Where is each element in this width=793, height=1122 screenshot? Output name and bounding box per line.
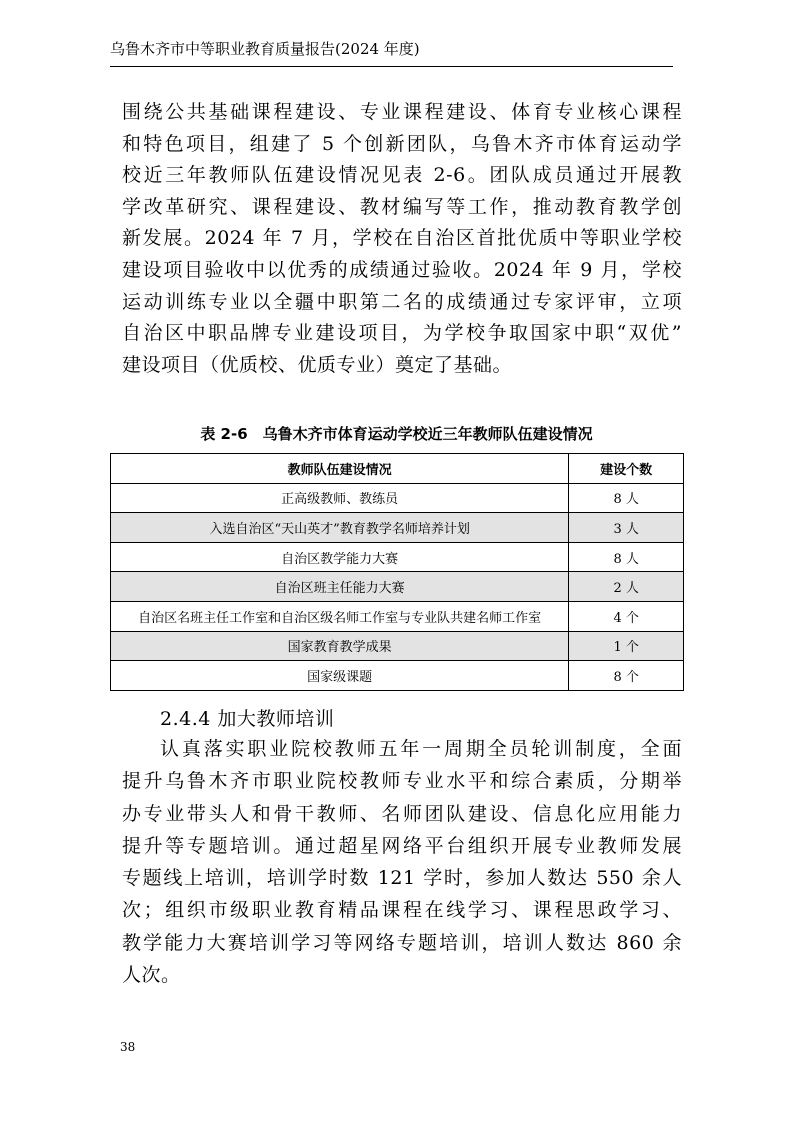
row-item: 自治区教学能力大赛 — [111, 542, 569, 572]
text-line: 自治区中职品牌专业建设项目，为学校争取国家中职“双优” — [122, 322, 682, 345]
teacher-team-table — [110, 453, 684, 691]
table-row — [111, 513, 684, 543]
table-row — [111, 631, 684, 661]
row-item: 正高级教师、教练员 — [111, 483, 569, 513]
text-line: 提升等专题培训。通过超星网络平台组织开展专业教师发展 — [122, 834, 682, 857]
row-count: 3 人 — [569, 513, 684, 543]
table-row — [111, 572, 684, 602]
row-item: 国家级课题 — [111, 661, 569, 691]
text-line: 建设项目（优质校、优质专业）奠定了基础。 — [122, 353, 513, 376]
table-row — [111, 661, 684, 691]
row-count: 8 人 — [569, 542, 684, 572]
page-number: 38 — [120, 1040, 136, 1054]
text-line: 人次。 — [122, 964, 181, 987]
page-header — [110, 36, 673, 67]
text-line: 学改革研究、课程建设、教材编写等工作，推动教育教学创 — [122, 195, 682, 218]
table-header-row — [111, 454, 684, 484]
table-row — [111, 542, 684, 572]
row-item: 国家教育教学成果 — [111, 631, 569, 661]
column-header-item: 教师队伍建设情况 — [111, 454, 569, 484]
row-count: 8 个 — [569, 661, 684, 691]
row-item: 自治区名班主任工作室和自治区级名师工作室与专业队共建名师工作室 — [111, 601, 569, 631]
text-line: 建设项目验收中以优秀的成绩通过验收。2024 年 9 月，学校 — [122, 258, 682, 281]
paragraph-teacher-training — [122, 733, 682, 991]
section-heading: 2.4.4 加大教师培训 — [160, 708, 335, 730]
row-item: 自治区班主任能力大赛 — [111, 572, 569, 602]
text-line: 和特色项目，组建了 5 个创新团队，乌鲁木齐市体育运动学 — [122, 132, 682, 155]
text-line: 次；组织市级职业教育精品课程在线学习、课程思政学习、 — [122, 899, 682, 922]
row-count: 1 个 — [569, 631, 684, 661]
row-count: 8 人 — [569, 483, 684, 513]
row-count: 4 个 — [569, 601, 684, 631]
paragraph-team-building — [122, 97, 682, 381]
text-line: 提升乌鲁木齐市职业院校教师专业水平和综合素质，分期举 — [122, 770, 682, 793]
text-line: 办专业带头人和骨干教师、名师团队建设、信息化应用能力 — [122, 802, 682, 825]
column-header-count: 建设个数 — [569, 454, 684, 484]
table-row — [111, 601, 684, 631]
row-count: 2 人 — [569, 572, 684, 602]
text-line: 认真落实职业院校教师五年一周期全员轮训制度，全面 — [160, 738, 682, 760]
text-line: 专题线上培训，培训学时数 121 学时，参加人数达 550 余人 — [122, 867, 682, 890]
table-caption: 表 2-6 乌鲁木齐市体育运动学校近三年教师队伍建设情况 — [200, 425, 593, 443]
text-line: 校近三年教师队伍建设情况见表 2-6。团队成员通过开展教 — [122, 164, 682, 187]
text-line: 教学能力大赛培训学习等网络专题培训，培训人数达 860 余 — [122, 931, 682, 954]
text-line: 运动训练专业以全疆中职第二名的成绩通过专家评审，立项 — [122, 290, 682, 313]
row-item: 入选自治区“天山英才”教育教学名师培养计划 — [111, 513, 569, 543]
header-title: 乌鲁木齐市中等职业教育质量报告(2024 年度) — [110, 40, 420, 58]
text-line: 围绕公共基础课程建设、专业课程建设、体育专业核心课程 — [122, 101, 682, 123]
table-row — [111, 483, 684, 513]
text-line: 新发展。2024 年 7 月，学校在自治区首批优质中等职业学校 — [122, 227, 682, 250]
